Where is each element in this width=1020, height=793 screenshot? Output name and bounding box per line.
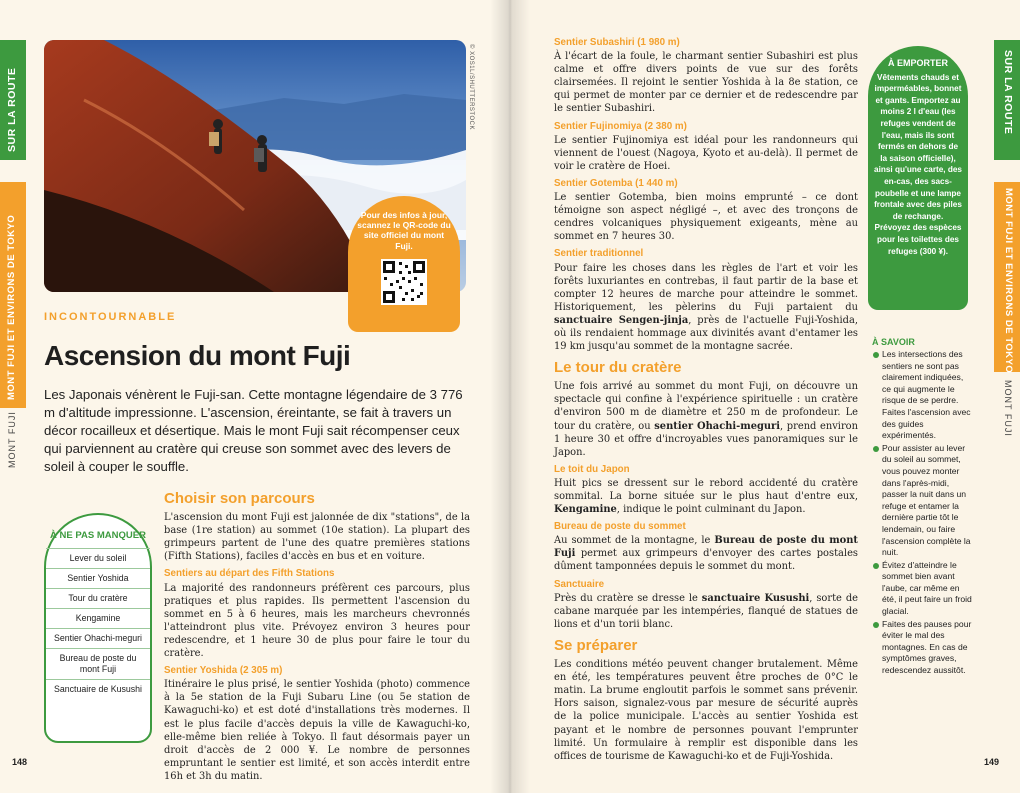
side-section-label-right: SUR LA ROUTE <box>1002 50 1014 135</box>
heading-fifth-stations: Sentiers au départ des Fifth Stations <box>164 568 335 580</box>
emporter-text: Vêtements chauds et imperméables, bonnet et gants. Emportez au moins 2 l d'eau (les refuges vendent de l'eau, mais ils sont fermés en dehors de la saison officielle), ainsi qu'une carte, des en-cas, des sacs-poubelle et une lampe frontale avec des piles de rechange. Prévoyez des espèces pour les toilettes des refuges (300 ¥). <box>874 72 962 256</box>
qr-code[interactable] <box>381 259 427 305</box>
must-see-title: À NE PAS MANQUER <box>50 530 146 541</box>
heading-sanctuaire: Sanctuaire <box>554 578 605 590</box>
paragraph-toit: Huit pics se dressent sur le rebord accidenté du cratère sommital. La borne située sur le plus haut d'entre eux, Kengamine, indique le point culminant du Japon. <box>554 477 858 516</box>
qr-text: Pour des infos à jour, scannez le QR-code du site officiel du mont Fuji. <box>357 210 451 251</box>
paragraph-tour-cratere: Une fois arrivé au sommet du mont Fuji, on découvre un spectacle qui confine à l'expérience spirituelle : un cratère d'environ 500 m de diamètre et 250 m de profondeur. Le tour du cratère, ou sentier Ohachi-meguri, prend environ 1 heure 30 et offre d'incroyables vues panoramiques sur le Japon. <box>554 381 858 458</box>
page-number-right: 149 <box>984 757 1000 767</box>
savoir-box <box>872 337 972 678</box>
photo-credit: © XOS1L/SHUTTERSTOCK <box>468 44 474 130</box>
list-item: Tour du cratère <box>46 588 150 608</box>
must-see-list <box>46 548 150 699</box>
paragraph-fifth-stations: La majorité des randonneurs préfèrent ces parcours, plus pratiques et plus rapides. Ils permettent l'ascension du sommet en 5 à 6 heures, mais les marcheurs chevronnés l'atteindront plus vite. Prévoyez environ 3 heures pour redescendre, et 1 heure 30 de plus pour faire le tour du cratère. <box>164 582 470 660</box>
side-chapter-label: MONT FUJI ET ENVIRONS DE TOKYO <box>6 214 17 400</box>
heading-yoshida: Sentier Yoshida (2 305 m) <box>164 665 283 677</box>
page-title: Ascension du mont Fuji <box>44 340 351 371</box>
paragraph-parcours: L'ascension du mont Fuji est jalonnée de dix "stations", de la base (1re station) au sommet (10e station). La plupart des grimpeurs partent de l'une des quatre premières stations (Fifth Stations), faciles d'accès en bus et en voiture. <box>164 512 470 563</box>
left-column <box>164 490 470 787</box>
bold-poste: Bureau de poste du mont Fuji <box>554 535 858 560</box>
heading-parcours: Choisir son parcours <box>164 490 315 507</box>
page-number: 148 <box>12 757 28 767</box>
paragraph-traditionnel: Pour faire les choses dans les règles de l'art et voir les forêts luxuriantes en contrebas, il faut partir de la base et compter 12 heures de marche pour atteindre le sommet. Historiquement, les pèlerins du Fuji partaient du sanctuaire Sengen-jinja, près de l'actuelle Fuji-Yoshida, où ils rendaient hommage aux divinités avant d'entamer les 19 km jusqu'au sommet de la montagne sacrée. <box>554 262 858 353</box>
savoir-item: Évitez d'atteindre le sommet bien avant l'aube, car même en été, il peut faire un froid glacial. <box>872 560 972 618</box>
must-see-box <box>44 513 152 743</box>
qr-callout <box>348 196 460 332</box>
heading-gotemba: Sentier Gotemba (1 440 m) <box>554 177 678 189</box>
list-item: Bureau de poste du mont Fuji <box>46 648 150 679</box>
emporter-title: À EMPORTER <box>887 58 948 68</box>
paragraph-subashiri: À l'écart de la foule, le charmant sentier Subashiri est plus calme et offre divers points de vue sur des forêts clairsemées. Il rejoint le sentier Yoshida à la 8e station, ce qui permet de monter par ce dernier et de redescendre par le sentier Subashiri. <box>554 51 858 115</box>
side-small-label: MONT FUJI <box>7 411 17 468</box>
side-small-label-right: MONT FUJI <box>1003 380 1013 437</box>
list-item: Sentier Yoshida <box>46 568 150 588</box>
heading-traditionnel: Sentier traditionnel <box>554 248 644 260</box>
intro-paragraph: Les Japonais vénèrent le Fuji-san. Cette montagne légendaire de 3 776 m d'altitude impressionne. L'ascension, éreintante, se fait à travers un décor rocailleux et désertique. Mais le mont Fuji sait récompenser ceux qui parviennent au cratère qui creuse son sommet avec des levers de soleil à couper le souffle. <box>44 387 463 474</box>
list-item: Lever du soleil <box>46 548 150 568</box>
heading-fujinomiya: Sentier Fujinomiya (2 380 m) <box>554 120 687 132</box>
paragraph-sanctuaire: Près du cratère se dresse le sanctuaire Kusushi, sorte de cabane marquée par les intempéries, flanqué de statues de lions et d'un torii blanc. <box>554 592 858 630</box>
emporter-box <box>868 46 968 310</box>
side-section-label: SUR LA ROUTE <box>6 67 18 152</box>
paragraph-fujinomiya: Le sentier Fujinomiya est idéal pour les randonneurs qui viennent de l'ouest (Nagoya, Kyoto et au-delà). Il permet de voir le cratère de Hoei. <box>554 134 858 172</box>
heading-preparer: Se préparer <box>554 636 638 654</box>
heading-subashiri: Sentier Subashiri (1 980 m) <box>554 37 680 48</box>
right-column <box>554 34 858 767</box>
kicker: INCONTOURNABLE <box>44 311 177 323</box>
bold-kengamine: Kengamine <box>554 504 617 516</box>
right-page <box>510 0 1020 793</box>
side-chapter-label-right: MONT FUJI ET ENVIRONS DE TOKYO <box>1003 188 1014 374</box>
paragraph-yoshida: Itinéraire le plus prisé, le sentier Yoshida (photo) commence à la 5e station de la Fuji Subaru Line (ou 5e station de Kawaguchi-ko) et est doté d'installations très modernes. Il est le plus facile d'accès depuis la ville de Kawaguchi-ko, elle-même bien reliée à Tokyo. Il faut désormais payer un droit d'accès de 2 000 ¥. Le nombre de personnes empruntant le sentier est limité, et son accès interdit entre 16h et 3h du matin. <box>164 679 470 782</box>
paragraph-poste: Au sommet de la montagne, le Bureau de poste du mont Fuji permet aux grimpeurs d'envoyer des cartes postales dûment tamponnées depuis le sommet du mont. <box>554 535 858 573</box>
heading-poste: Bureau de poste du sommet <box>554 521 686 533</box>
bold-kusushi: sanctuaire Kusushi <box>701 592 810 604</box>
savoir-item: Les intersections des sentiers ne sont pas clairement indiquées, ce qui augmente le risque de se perdre. Faites l'ascension avec des guides expérimentés. <box>872 349 972 442</box>
heading-toit: Le toit du Japon <box>554 463 630 475</box>
heading-tour-cratere: Le tour du cratère <box>554 359 682 377</box>
list-item: Sanctuaire de Kusushi <box>46 679 150 699</box>
savoir-item: Pour assister au lever du soleil au sommet, vous pouvez monter dans l'après-midi, passer la nuit dans un refuge et entamer la dernière partie tôt le lendemain, ou faire l'ascension complète la nuit. <box>872 443 972 559</box>
paragraph-gotemba: Le sentier Gotemba, bien moins emprunté – ce dont témoigne son aspect négligé –, et avec des tronçons de cendres volcaniques physiquement exigeants, mène au sommet en 7 heures 30. <box>554 192 858 243</box>
bold-sengen: sanctuaire Sengen-jinja <box>554 314 689 326</box>
savoir-item: Faites des pauses pour éviter le mal des montagnes. En cas de symptômes graves, redescendez aussitôt. <box>872 619 972 677</box>
bold-ohachi: sentier Ohachi-meguri <box>654 420 781 432</box>
list-item: Sentier Ohachi-meguri <box>46 628 150 648</box>
list-item: Kengamine <box>46 608 150 628</box>
paragraph-preparer: Les conditions météo peuvent changer brutalement. Même en été, les températures peuvent être proches de 0°C le matin. La brume engloutit parfois le sommet sans prévenir. Hors saison, signalez-vous par mesure de sécurité auprès de la police municipale. L'accès au sentier Yoshida est payant et le nombre de personnes pouvant l'emprunter limité. Un formulaire à remplir est disponible dans les offices de tourisme de Kawaguchi-ko et de Fuji-Yoshida. <box>554 659 858 762</box>
savoir-title: À SAVOIR <box>872 337 915 347</box>
